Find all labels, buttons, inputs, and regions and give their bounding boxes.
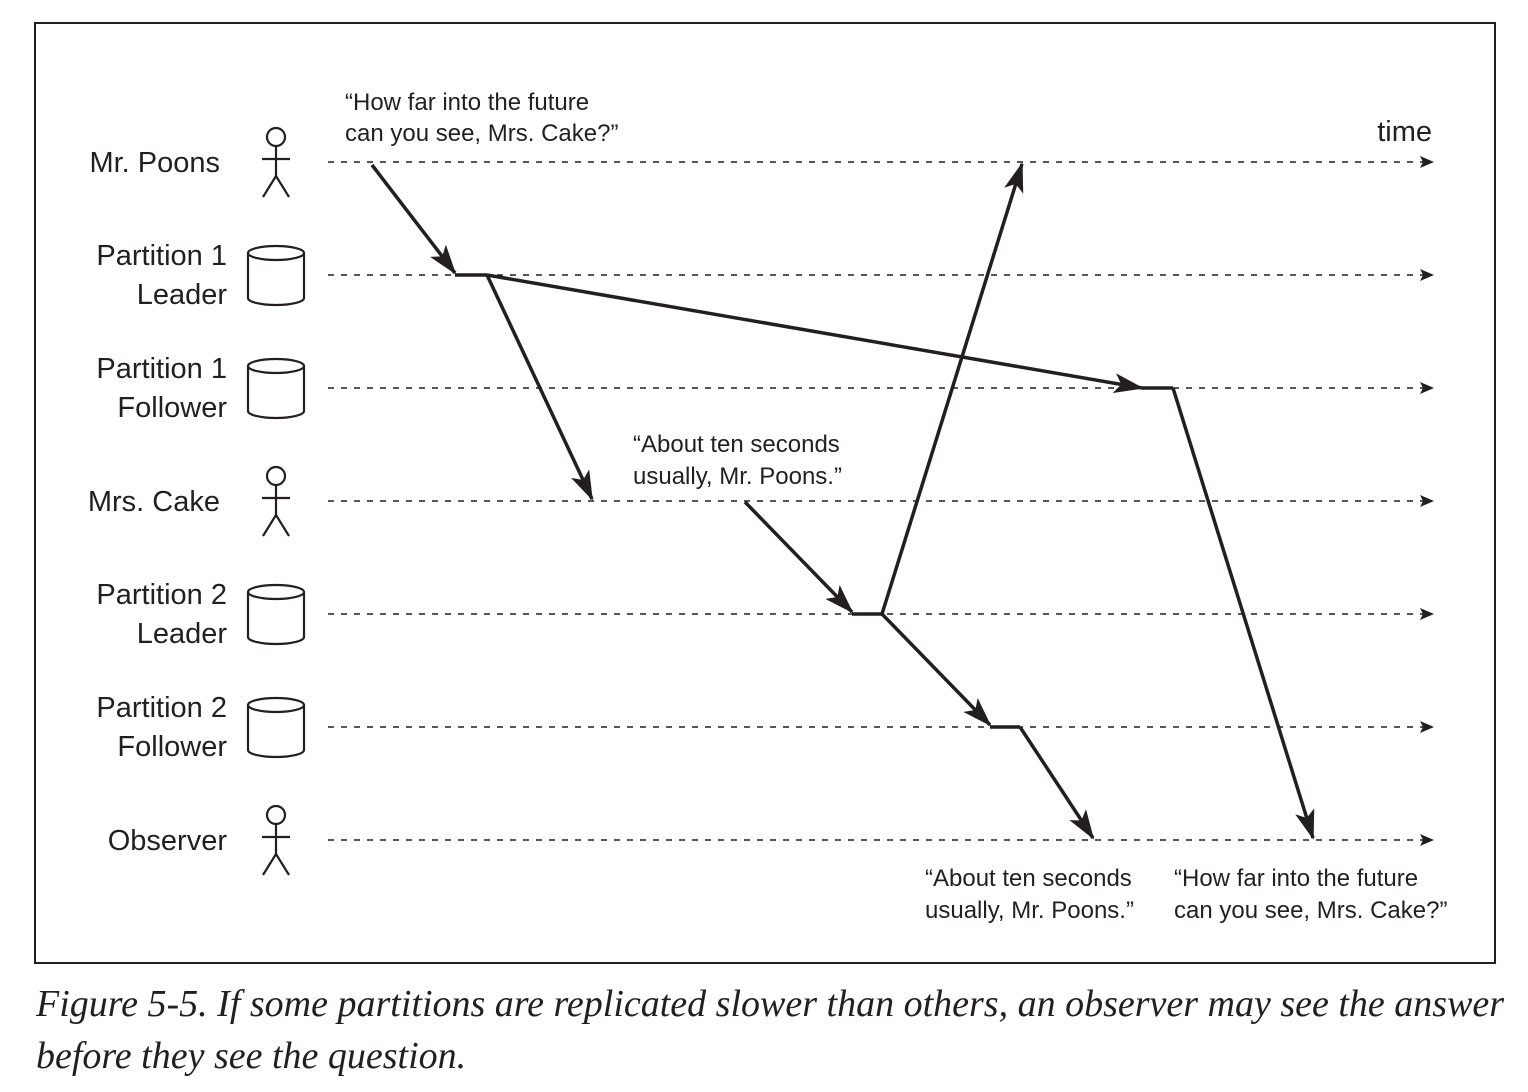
quote-answer-observed [925, 865, 1134, 924]
lane-label-mrs-cake: Mrs. Cake [87, 486, 220, 518]
quote-question-sent-line1: “How far into the future [345, 89, 590, 116]
database-icon-p1-leader [248, 246, 304, 305]
quote-answer-sent-line2: usually, Mr. Poons.” [633, 463, 842, 490]
arrow-p2-leader-to-mr-poons [882, 164, 1022, 614]
figure-caption: Figure 5-5. If some partitions are replicated slower than others, an observer may see the answer before they see the question. [36, 983, 1505, 1077]
quote-answer-observed-line2: usually, Mr. Poons.” [925, 897, 1134, 924]
lane-labels [88, 147, 227, 857]
database-icon-p2-follower [248, 698, 304, 757]
lane-label-observer: Observer [107, 825, 227, 857]
lane-label-p2-follower-role: Follower [117, 731, 227, 763]
quote-question-sent-line2: can you see, Mrs. Cake?” [345, 120, 619, 147]
lane-label-mr-poons: Mr. Poons [89, 147, 220, 179]
timelines [328, 162, 1433, 840]
quote-question-sent [345, 89, 618, 147]
quote-answer-sent-line1: “About ten seconds [633, 431, 840, 458]
person-icon-mr-poons [262, 128, 290, 197]
database-icon-p2-leader [248, 585, 304, 644]
arrow-answer-to-p2-leader [745, 502, 852, 612]
database-icon-p1-follower [248, 359, 304, 418]
lane-label-p1-follower: Partition 1 [96, 353, 227, 385]
arrow-p1-leader-to-p1-follower [487, 275, 1142, 388]
person-icon-mrs-cake [262, 467, 290, 536]
lane-label-p2-leader: Partition 2 [96, 579, 227, 611]
lane-label-p1-leader-role: Leader [136, 279, 227, 311]
quote-answer-observed-line1: “About ten seconds [925, 865, 1132, 892]
quote-question-observed [1174, 865, 1447, 924]
lane-label-p1-leader: Partition 1 [96, 240, 227, 272]
arrow-p1-leader-to-mrs-cake [487, 275, 592, 499]
quote-question-observed-line2: can you see, Mrs. Cake?” [1174, 897, 1448, 924]
person-icon-observer [262, 806, 290, 875]
arrow-p2-leader-to-p2-follower [882, 614, 990, 725]
lane-label-p1-follower-role: Follower [117, 392, 227, 424]
quote-answer-sent [633, 431, 842, 490]
arrow-question-to-p1-leader [372, 165, 455, 273]
lane-label-p2-leader-role: Leader [136, 618, 227, 650]
arrow-p1-follower-to-observer [1173, 388, 1313, 838]
time-axis-label: time [1377, 116, 1432, 148]
arrow-p2-follower-to-observer [1020, 727, 1093, 838]
quote-question-observed-line1: “How far into the future [1174, 865, 1419, 892]
lane-label-p2-follower: Partition 2 [96, 692, 227, 724]
